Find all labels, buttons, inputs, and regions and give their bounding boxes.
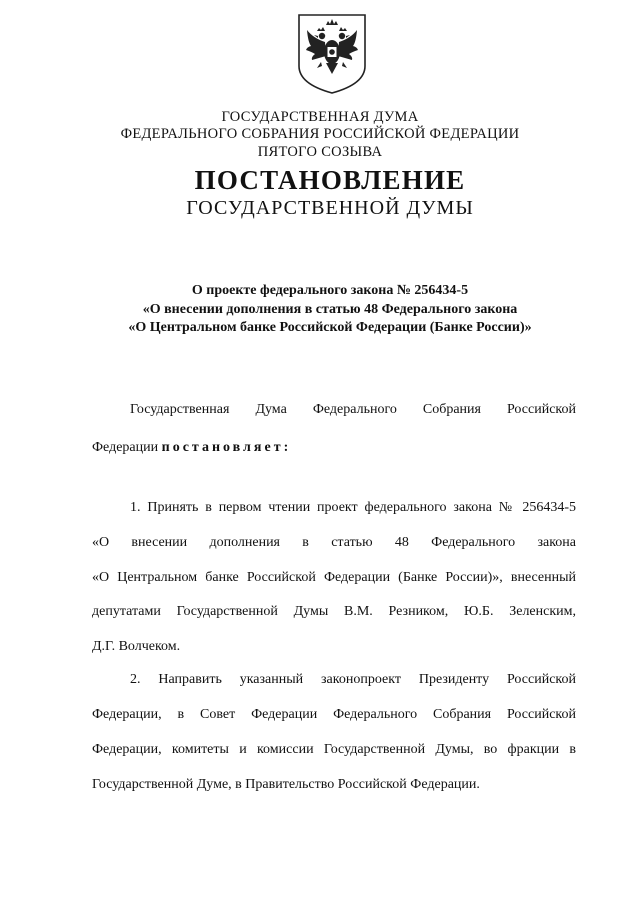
item1-line: 1. Принять в первом чтении проект федерального закона № 256434-5 xyxy=(130,500,576,515)
header-assembly-name: ФЕДЕРАЛЬНОГО СОБРАНИЯ РОССИЙСКОЙ ФЕДЕРАЦИИ xyxy=(120,126,520,142)
document-title-line: «О внесении дополнения в статью 48 Федерального закона xyxy=(142,302,518,317)
item1-line: «О внесении дополнения в статью 48 Федерального закона xyxy=(92,535,576,550)
item2-line: Федерации, комитеты и комиссии Государственной Думы, во фракции в xyxy=(92,742,576,757)
document-issuer-heading: ГОСУДАРСТВЕННОЙ ДУМЫ xyxy=(186,197,474,219)
item1-line: депутатами Государственной Думы В.М. Резником, Ю.Б. Зеленским, xyxy=(92,604,576,619)
item2-line: Федерации, в Совет Федерации Федерального Собрания Российской xyxy=(92,707,576,722)
preamble-line: Государственная Дума Федерального Собрания Российской xyxy=(130,402,576,417)
document-type-heading: ПОСТАНОВЛЕНИЕ xyxy=(194,165,466,195)
header-convocation: ПЯТОГО СОЗЫВА xyxy=(257,144,383,160)
item2-line: Государственной Думе, в Правительство Российской Федерации. xyxy=(92,777,480,792)
document-title-line: О проекте федерального закона № 256434-5 xyxy=(191,283,469,298)
decree-word: постановляет: xyxy=(161,440,292,455)
preamble-decree-line xyxy=(92,440,291,456)
header-chamber-name: ГОСУДАРСТВЕННАЯ ДУМА xyxy=(221,109,419,125)
russian-coat-of-arms-icon xyxy=(295,12,369,96)
item1-line: Д.Г. Волчеком. xyxy=(92,639,181,654)
document-title-line: «О Центральном банке Российской Федерации (Банке России)» xyxy=(128,320,532,335)
preamble-text: Федерации xyxy=(92,440,162,455)
item2-line: 2. Направить указанный законопроект Президенту Российской xyxy=(130,672,576,687)
item1-line: «О Центральном банке Российской Федерации (Банке России)», внесенный xyxy=(92,570,576,585)
